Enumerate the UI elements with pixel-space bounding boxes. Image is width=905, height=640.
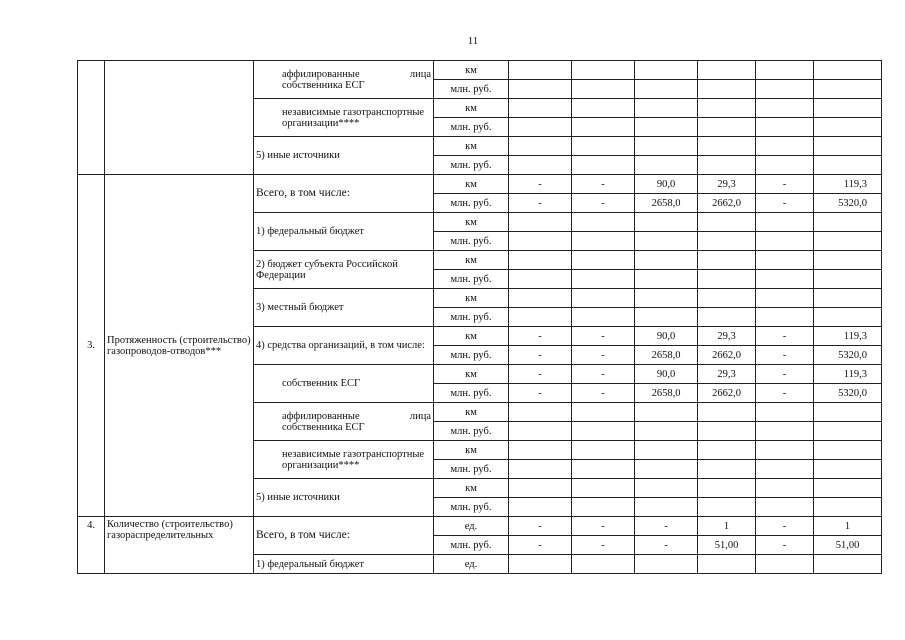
unit-cell: ед. bbox=[434, 517, 509, 536]
table-row: млн. руб. - - 2658,0 2662,0 - 5320,0 bbox=[78, 346, 882, 365]
unit-cell: млн. руб. bbox=[434, 498, 509, 517]
unit-cell: км bbox=[434, 137, 509, 156]
page-number: 11 bbox=[467, 35, 479, 47]
row-number-cell: 3. bbox=[78, 175, 105, 517]
unit-cell: млн. руб. bbox=[434, 232, 509, 251]
unit-cell: млн. руб. bbox=[434, 156, 509, 175]
unit-cell: км bbox=[434, 327, 509, 346]
unit-cell: млн. руб. bbox=[434, 384, 509, 403]
unit-cell: км bbox=[434, 213, 509, 232]
source-cell: 3) местный бюджет bbox=[254, 289, 434, 327]
source-cell: 1) федеральный бюджет bbox=[254, 555, 434, 574]
table-row: 4. Количество (строительство) газораспределительных Всего, в том числе: ед. - - - 1 - 1 bbox=[78, 517, 882, 536]
unit-cell: млн. руб. bbox=[434, 460, 509, 479]
table-row: млн. руб. - - 2658,0 2662,0 - 5320,0 bbox=[78, 384, 882, 403]
unit-cell: млн. руб. bbox=[434, 536, 509, 555]
unit-cell: км bbox=[434, 479, 509, 498]
unit-cell: км bbox=[434, 61, 509, 80]
unit-cell: млн. руб. bbox=[434, 308, 509, 327]
source-cell: Всего, в том числе: bbox=[254, 175, 434, 213]
unit-cell: км bbox=[434, 289, 509, 308]
indicator-cell: Протяженность (строительство) газопроводов-отводов*** bbox=[105, 175, 254, 517]
unit-cell: км bbox=[434, 403, 509, 422]
unit-cell: млн. руб. bbox=[434, 270, 509, 289]
source-cell: 5) иные источники bbox=[254, 479, 434, 517]
unit-cell: км bbox=[434, 441, 509, 460]
source-cell: аффилированные лица собственника ЕСГ bbox=[254, 61, 434, 99]
data-table bbox=[77, 60, 882, 574]
row-number-cell bbox=[78, 61, 105, 175]
table-row bbox=[78, 61, 882, 80]
unit-cell: км bbox=[434, 99, 509, 118]
unit-cell: ед. bbox=[434, 555, 509, 574]
unit-cell: млн. руб. bbox=[434, 118, 509, 137]
unit-cell: млн. руб. bbox=[434, 80, 509, 99]
unit-cell: км bbox=[434, 175, 509, 194]
table-row: 3. Протяженность (строительство) газопроводов-отводов*** Всего, в том числе: км - - 90,0 29,3 - 119,3 bbox=[78, 175, 882, 194]
row-number-cell: 4. bbox=[78, 517, 105, 574]
table-row: млн. руб. - - 2658,0 2662,0 - 5320,0 bbox=[78, 194, 882, 213]
source-cell: 5) иные источники bbox=[254, 137, 434, 175]
source-cell: 4) средства организаций, в том числе: bbox=[254, 327, 434, 365]
unit-cell: млн. руб. bbox=[434, 194, 509, 213]
source-cell: Всего, в том числе: bbox=[254, 517, 434, 555]
source-cell: аффилированные лица собственника ЕСГ bbox=[254, 403, 434, 441]
indicator-cell: Количество (строительство) газораспределительных bbox=[105, 517, 254, 574]
source-cell: 2) бюджет субъекта Российской Федерации bbox=[254, 251, 434, 289]
table-row: млн. руб. - - - 51,00 - 51,00 bbox=[78, 536, 882, 555]
indicator-cell bbox=[105, 61, 254, 175]
source-cell: независимые газотранспортные организации**** bbox=[254, 99, 434, 137]
unit-cell: млн. руб. bbox=[434, 422, 509, 441]
source-cell: независимые газотранспортные организации**** bbox=[254, 441, 434, 479]
table-row: собственник ЕСГ км - - 90,0 29,3 - 119,3 bbox=[78, 365, 882, 384]
unit-cell: км bbox=[434, 365, 509, 384]
source-cell: 1) федеральный бюджет bbox=[254, 213, 434, 251]
unit-cell: млн. руб. bbox=[434, 346, 509, 365]
table-row: 4) средства организаций, в том числе: км - - 90,0 29,3 - 119,3 bbox=[78, 327, 882, 346]
unit-cell: км bbox=[434, 251, 509, 270]
source-cell: собственник ЕСГ bbox=[254, 365, 434, 403]
